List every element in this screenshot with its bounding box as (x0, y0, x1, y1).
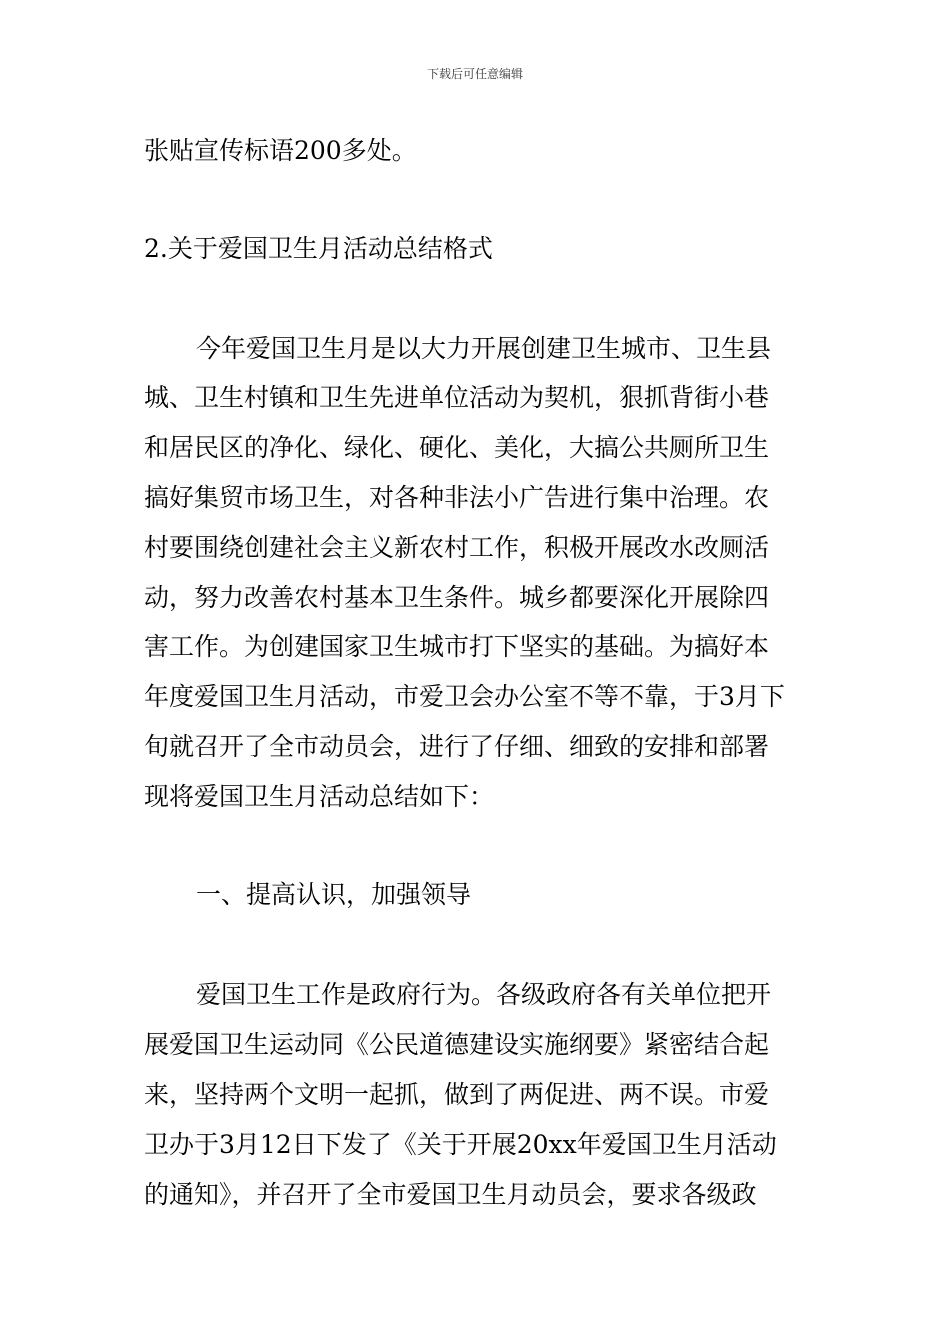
text-line: 张贴宣传标语200多处。 (144, 136, 417, 165)
paragraph-line: 的通知》，并召开了全市爱国卫生月动员会，要求各级政 (144, 1180, 757, 1209)
paragraph-line: 展爱国卫生运动同《公民道德建设实施纲要》紧密结合起 (144, 1030, 770, 1059)
paragraph-line: 搞好集贸市场卫生，对各种非法小广告进行集中治理。农 (144, 483, 770, 512)
paragraph-line: 村要围绕创建社会主义新农村工作，积极开展改水改厕活 (144, 533, 770, 562)
paragraph-line: 来，坚持两个文明一起抓，做到了两促进、两不误。市爱 (144, 1080, 770, 1109)
paragraph-line: 城、卫生村镇和卫生先进单位活动为契机，狠抓背街小巷 (144, 383, 770, 412)
paragraph-line: 动，努力改善农村基本卫生条件。城乡都要深化开展除四 (144, 583, 770, 612)
section-heading: 2.关于爱国卫生月活动总结格式 (144, 234, 493, 263)
paragraph-line: 年度爱国卫生月活动，市爱卫会办公室不等不靠，于3月下 (144, 682, 785, 711)
subsection-heading: 一、提高认识，加强领导 (196, 880, 472, 909)
paragraph-line: 今年爱国卫生月是以大力开展创建卫生城市、卫生县 (196, 334, 772, 363)
paragraph-line: 爱国卫生工作是政府行为。各级政府各有关单位把开 (196, 980, 772, 1009)
paragraph-line: 旬就召开了全市动员会，进行了仔细、细致的安排和部署 (144, 732, 770, 761)
page-header: 下载后可任意编辑 (426, 67, 523, 81)
paragraph-line: 现将爱国卫生月活动总结如下： (144, 782, 495, 811)
paragraph-line: 卫办于3月12日下发了《关于开展20xx年爱国卫生月活动 (144, 1130, 777, 1159)
paragraph-line: 害工作。为创建国家卫生城市打下坚实的基础。为搞好本 (144, 632, 770, 661)
paragraph-line: 和居民区的净化、绿化、硬化、美化，大搞公共厕所卫生 (144, 433, 770, 462)
